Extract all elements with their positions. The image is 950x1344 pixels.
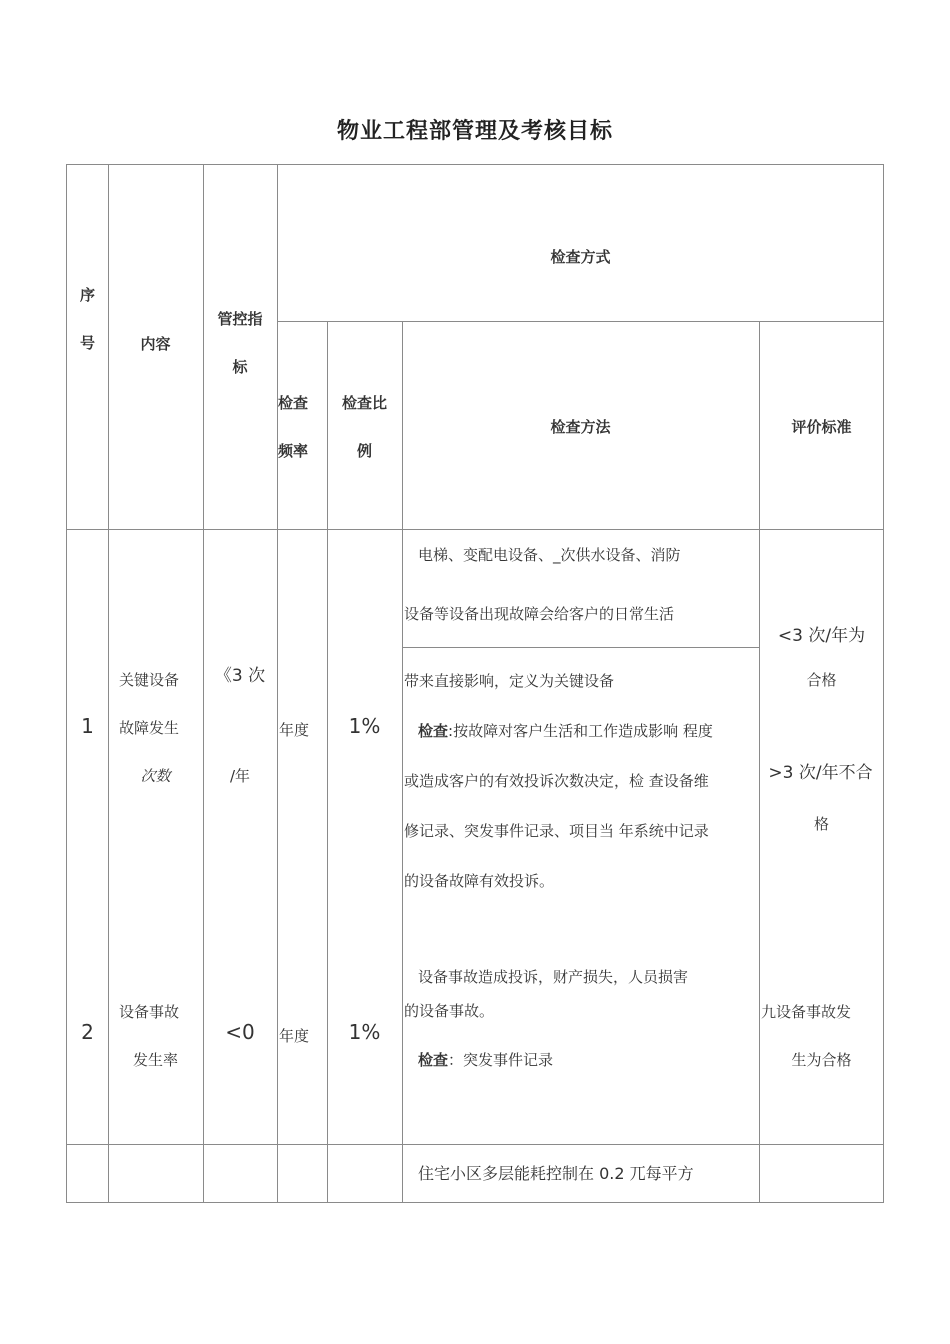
header-seq-1: 序	[79, 286, 95, 304]
row1-method-line-7: 的设备故障有效投诉。	[404, 872, 555, 890]
row1-seq: 1	[81, 714, 94, 738]
header-indicator-1: 管控指	[217, 310, 263, 328]
header-bottom	[66, 529, 884, 530]
col-divider-3	[277, 164, 278, 1203]
row2-content-1: 设备事故	[119, 1003, 180, 1021]
header-ratio-1: 检查比	[341, 394, 387, 412]
row2-method-check-text: ：突发事件记录	[448, 1051, 554, 1069]
row2-method-line-1: 设备事故造成投诉，财产损失，人员损害	[418, 968, 689, 986]
table-border-top	[66, 164, 884, 165]
row2-standard-1: 九设备事故发	[761, 1003, 852, 1021]
row1-indicator-2: /年	[229, 767, 251, 785]
row1-content-3: 次数	[140, 767, 171, 785]
header-standard: 评价标准	[791, 418, 852, 436]
row1-content-1: 关键设备	[119, 671, 180, 689]
row1-indicator-1: 《3 次	[214, 666, 266, 686]
row2-method-line-3	[418, 1036, 553, 1084]
row2-ratio: 1%	[348, 1020, 381, 1044]
header-check-method-group: 检查方式	[550, 248, 611, 266]
header-frequency-1: 检查	[278, 394, 309, 412]
row2-standard-2: 生为合格	[791, 1051, 852, 1069]
row3-method-line-1: 住宅小区多层能耗控制在 0.2 兀每平方	[418, 1164, 694, 1183]
row1-standard-4: 格	[813, 815, 829, 833]
row2-frequency: 年度	[279, 1027, 310, 1045]
page-title: 物业工程部管理及考核目标	[336, 119, 613, 144]
header-ratio-2: 例	[356, 442, 372, 460]
row-divider	[66, 1144, 884, 1145]
row2-seq: 2	[81, 1020, 94, 1044]
header-frequency-2: 频率	[278, 442, 309, 460]
row1-method-check-label: 检查	[418, 722, 449, 740]
row1-method-line-1: 电梯、变配电设备、_次供水设备、消防	[418, 546, 681, 564]
row2-indicator: <0	[225, 1020, 255, 1044]
row1-content-2: 故障发生	[119, 719, 180, 737]
row1-ratio: 1%	[348, 714, 381, 738]
table-border-bottom	[66, 1202, 884, 1203]
row1-method-line-6: 修记录、突发事件记录、项目当 年系统中记录	[404, 822, 709, 840]
row1-standard-3: >3 次/年不合	[768, 763, 873, 783]
row2-method-line-2: 的设备事故。	[404, 1002, 495, 1020]
header-divider	[277, 321, 884, 322]
row1-method-check-text: :按故障对客户生活和工作造成影响 程度	[448, 722, 713, 740]
header-method: 检查方法	[550, 418, 611, 436]
header-seq-2: 号	[79, 334, 95, 352]
row1-method-line-2: 设备等设备出现故障会给客户的日常生活	[404, 605, 675, 623]
row1-standard-2: 合格	[806, 671, 837, 689]
row1-method-line-3: 带来直接影响，定义为关键设备	[404, 672, 615, 690]
col-divider-5	[402, 321, 403, 1203]
row1-method-line-5: 或造成客户的有效投诉次数决定，检 查设备维	[404, 772, 709, 790]
header-content: 内容	[140, 335, 171, 353]
row1-method-line-4	[418, 707, 713, 755]
row1-standard-1: <3 次/年为	[777, 626, 866, 646]
header-indicator-2: 标	[232, 358, 248, 376]
row2-method-check-label: 检查	[418, 1051, 449, 1069]
row2-content-2: 发生率	[132, 1051, 178, 1069]
row1-frequency: 年度	[279, 721, 310, 739]
method-divider	[402, 647, 759, 648]
